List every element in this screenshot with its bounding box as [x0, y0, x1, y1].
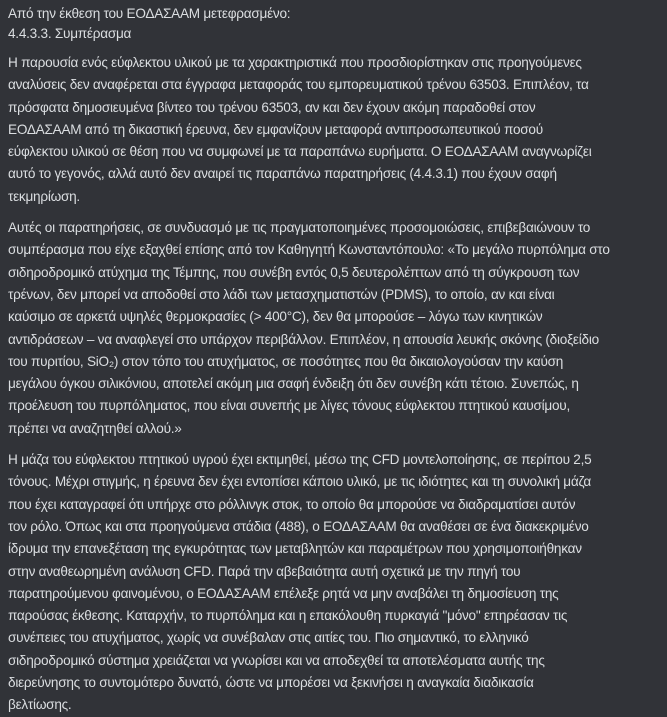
- paragraph: [8, 449, 667, 717]
- text-line: προέλευση του πυρπόληματος, που είναι συνεπής με λίγες τόνους εύφλεκτου πτητικού καυσίμου,: [8, 398, 570, 414]
- text-line: καύσιμο σε αρκετά υψηλές θερμοκρασίες (> 400°C), δεν θα μπορούσε – λόγω των κινητικών: [8, 309, 543, 325]
- text-line: ΕΟΔΑΣΑΑΜ από τη δικαστική έρευνα, δεν εμφανίζουν μεταφορά αντιπροσωπευτικού ποσού: [8, 121, 543, 137]
- text-line: Η παρουσία ενός εύφλεκτου υλικού με τα χαρακτηριστικά που προσδιορίστηκαν στις προηγούμενες: [8, 55, 582, 70]
- text-line: παρούσας έκθεσης. Καταρχήν, το πυρπόλημα και η επακόλουθη πυρκαγιά "μόνο" επηρέασαν τις: [8, 608, 568, 624]
- text-line: που έχει καταγραφεί ότι υπήρχε στο ρόλλινγκ στοκ, το οποίο θα μπορούσε να διαδραματίσει αυτόν: [8, 496, 576, 512]
- text-line: τον ρόλο. Όπως και στα προηγούμενα στάδια (488), ο ΕΟΔΑΣΑΑΜ θα αναθέσει σε ένα διακεκριμένο: [8, 518, 589, 534]
- paragraph: [8, 52, 667, 208]
- text-line: τεκμηρίωση.: [8, 188, 80, 204]
- text-line: εύφλεκτου υλικού σε θέση που να συμφωνεί με τα παραπάνω ευρήματα. Ο ΕΟΔΑΣΑΑΜ αναγνωρίζει: [8, 144, 592, 160]
- message-header: [8, 4, 667, 43]
- text-line: διερεύνησης το συντομότερο δυνατό, ώστε να μπορέσει να ξεκινήσει η αναγκαία διαδικασία: [8, 675, 534, 691]
- paragraph: [8, 217, 667, 440]
- text-line: σιδηροδρομικό ατύχημα της Τέμπης, που συνέβη εντός 0,5 δευτερολέπτων από τη σύγκρουση των: [8, 264, 580, 280]
- text-line: μεγάλου όγκου σιλικόνιου, αποτελεί ακόμη μια σαφή ένδειξη ότι δεν συνέβη κάτι τέτοιο. Συνεπώς, η: [8, 376, 579, 392]
- text-line: Από την έκθεση του ΕΟΔΑΣΑΑΜ μετεφρασμένο:: [8, 6, 291, 21]
- text-line: τρένων, δεν μπορεί να αποδοθεί στο λάδι των μετασχηματιστών (PDMS), το οποίο, αν και είναι: [8, 286, 555, 302]
- text-line: σιδηροδρομικό σύστημα χρειάζεται να γνωρίσει και να αποδεχθεί τα αποτελέσματα αυτής της: [8, 652, 545, 668]
- text-line: Αυτές οι παρατηρήσεις, σε συνδυασμό με τις πραγματοποιημένες προσομοιώσεις, επιβεβαιώνουν το: [8, 220, 591, 236]
- text-line: βελτίωσης.: [8, 697, 72, 713]
- text-line: αντιδράσεων – να αναφλεγεί στο υπάρχον περιβάλλον. Επιπλέον, η απουσία λευκής σκόνης (διοξείδιο: [8, 331, 599, 347]
- text-line: πρέπει να αναζητηθεί αλλού.»: [8, 420, 182, 436]
- text-line: παρατηρούμενου φαινομένου, ο ΕΟΔΑΣΑΑΜ επέλεξε ρητά να μην αναβάλει τη δημοσίευση της: [8, 585, 559, 601]
- text-line: στην αναθεωρημένη ανάλυση CFD. Παρά την αβεβαιότητα αυτή σχετικά με την πηγή του: [8, 563, 521, 579]
- text-line: του πυριτίου, SiO₂) στον τόπο του ατυχήματος, σε ποσότητες που θα δικαιολογούσαν την καύση: [8, 353, 564, 369]
- text-line: αυτό το γεγονός, αλλά αυτό δεν αναιρεί τις παραπάνω παρατηρήσεις (4.4.3.1) που έχουν σαφή: [8, 166, 557, 182]
- text-line: αναλύσεις δεν αναφέρεται στα έγγραφα μεταφοράς του εμπορευματικού τρένου 63503. Επιπλέον, τα: [8, 77, 589, 93]
- text-line: τόνους. Μέχρι στιγμής, η έρευνα δεν έχει εντοπίσει κάποιο υλικό, με τις ιδιότητες και τη συνολική μάζα: [8, 474, 591, 490]
- text-line: συμπέρασμα που είχε εξαχθεί επίσης από τον Καθηγητή Κωνσταντόπουλο: «Το μεγάλο πυρπόλημα στο: [8, 242, 610, 258]
- text-line: ίδρυμα την επανεξέταση της εγκυρότητας των μεταβλητών και παραμέτρων που χρησιμοποιήθηκαν: [8, 541, 582, 557]
- text-line: πρόσφατα δημοσιευμένα βίντεο του τρένου 63503, αν και δεν έχουν ακόμη παραδοθεί στον: [8, 99, 536, 115]
- text-line: συνέπειες του ατυχήματος, χωρίς να συνέβαλαν στις αιτίες του. Πιο σημαντικό, το ελληνικό: [8, 630, 529, 646]
- text-line: Η μάζα του εύφλεκτου πτητικού υγρού έχει εκτιμηθεί, μέσω της CFD μοντελοποίησης, σε περίπου 2,5: [8, 452, 592, 468]
- text-line: 4.4.3.3. Συμπέρασμα: [8, 25, 132, 41]
